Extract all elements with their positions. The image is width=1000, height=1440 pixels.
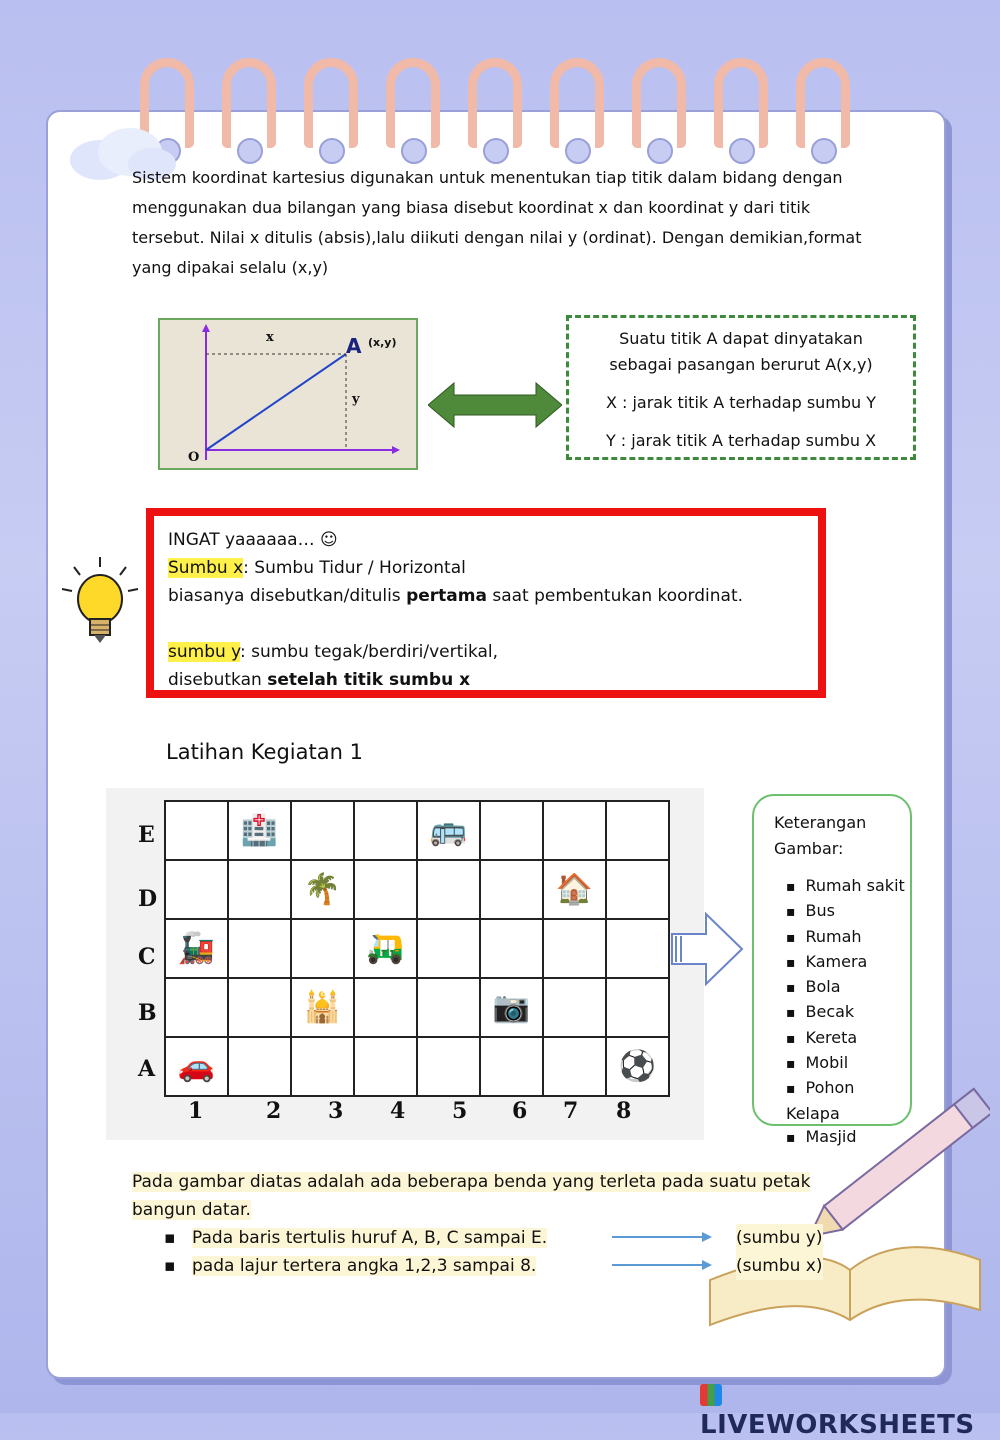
- explain-line: X : jarak titik A terhadap sumbu Y: [605, 393, 877, 412]
- bullet-tag: (sumbu x): [736, 1252, 823, 1280]
- row-label: E: [138, 822, 155, 848]
- bullet-text: Pada baris tertulis huruf A, B, C sampai E.: [192, 1228, 548, 1248]
- intro-line: menggunakan dua bilangan yang biasa disebut koordinat x dan koordinat y dari titik: [132, 198, 811, 217]
- y-note-bold: setelah titik sumbu x: [267, 670, 471, 690]
- train-icon: 🚂: [165, 919, 228, 978]
- liveworksheets-logo: [700, 1380, 1000, 1440]
- legend-item: ▪ Mobil: [786, 1051, 910, 1076]
- mosque-icon: 🕌: [291, 978, 354, 1037]
- graph-x-label: x: [266, 330, 274, 345]
- palm-tree-icon: 🌴: [291, 860, 354, 919]
- legend-item: ▪ Pohon Kelapa: [786, 1076, 910, 1125]
- col-label: 3: [328, 1098, 344, 1124]
- ball-icon: ⚽: [606, 1037, 669, 1096]
- intro-line: yang dipakai selalu (x,y): [132, 258, 329, 277]
- legend-title: Keterangan: [774, 813, 867, 832]
- col-label: 4: [390, 1098, 406, 1124]
- reminder-x-line: [168, 554, 804, 582]
- summary-line-text: bangun datar.: [132, 1200, 251, 1220]
- car-icon: 🚗: [165, 1037, 228, 1096]
- y-axis-desc: : sumbu tegak/berdiri/vertikal,: [239, 642, 499, 662]
- x-note-bold: pertama: [406, 586, 487, 606]
- intro-paragraph: [132, 163, 922, 283]
- house-icon: 🏠: [543, 860, 606, 919]
- legend-item: ▪ Kamera: [786, 950, 910, 975]
- col-label: 8: [616, 1098, 632, 1124]
- x-axis-desc: : Sumbu Tidur / Horizontal: [243, 558, 466, 578]
- y-note-text: disebutkan: [168, 670, 268, 690]
- x-note-text-end: saat pembentukan koordinat.: [486, 586, 744, 606]
- legend-title: Gambar:: [774, 839, 844, 858]
- reminder-y-line: [168, 638, 804, 666]
- col-label: 6: [512, 1098, 528, 1124]
- intro-line: tersebut. Nilai x ditulis (absis),lalu diikuti dengan nilai y (ordinat). Dengan demikian,format: [132, 228, 862, 247]
- reminder-x-note: [168, 582, 804, 610]
- summary-line: [132, 1168, 862, 1196]
- explain-line: sebagai pasangan berurut A(x,y): [609, 355, 873, 374]
- camera-icon: 📷: [480, 978, 543, 1037]
- logo-mark-icon: [700, 1384, 722, 1406]
- legend-item: ▪ Bus: [786, 899, 910, 924]
- summary-line: [132, 1196, 862, 1224]
- coordinate-grid: [164, 800, 670, 1097]
- explanation-box: [566, 315, 916, 460]
- legend-item: ▪ Bola: [786, 975, 910, 1000]
- x-axis-term: Sumbu x: [168, 558, 244, 578]
- legend-item: ▪ Masjid: [786, 1125, 910, 1150]
- y-axis-term: sumbu y: [168, 642, 240, 662]
- col-label: 1: [188, 1098, 204, 1124]
- summary-section: [132, 1168, 862, 1280]
- right-arrow-icon: [670, 912, 744, 986]
- graph-y-label: y: [352, 392, 360, 407]
- cartesian-graph: [158, 318, 418, 470]
- intro-line: Sistem koordinat kartesius digunakan untuk menentukan tiap titik dalam bidang dengan: [132, 168, 843, 187]
- reminder-y-note: [168, 666, 804, 694]
- reminder-box: [146, 508, 826, 698]
- col-label: 5: [452, 1098, 468, 1124]
- exercise-title: Latihan Kegiatan 1: [166, 740, 363, 764]
- bullet-tag: (sumbu y): [736, 1224, 823, 1252]
- legend-item: ▪ Rumah: [786, 925, 910, 950]
- legend-item: ▪ Rumah sakit: [786, 874, 910, 899]
- reminder-title: INGAT yaaaaaa… ☺: [168, 530, 338, 550]
- double-arrow-icon: [428, 380, 562, 430]
- graph-origin-label: O: [188, 450, 200, 465]
- row-label: D: [138, 886, 158, 912]
- explain-line: Suatu titik A dapat dinyatakan: [619, 329, 863, 348]
- graph-point-label: A: [346, 334, 362, 358]
- bus-icon: 🚌: [417, 801, 480, 860]
- row-label: B: [138, 1000, 157, 1026]
- summary-line-text: Pada gambar diatas adalah ada beberapa benda yang terleta pada suatu petak: [132, 1172, 811, 1192]
- summary-bullet: [132, 1252, 862, 1280]
- lightbulb-icon: [60, 555, 140, 647]
- arrow-icon: [612, 1230, 712, 1244]
- arrow-icon: [612, 1258, 712, 1272]
- row-label: A: [138, 1056, 156, 1082]
- legend-item: ▪ Kereta: [786, 1026, 910, 1051]
- col-label: 2: [266, 1098, 282, 1124]
- pedicab-icon: 🛺: [354, 919, 417, 978]
- summary-bullet: [132, 1224, 862, 1252]
- col-label: 7: [563, 1098, 579, 1124]
- hospital-icon: 🏥: [228, 801, 291, 860]
- x-note-text: biasanya disebutkan/ditulis: [168, 586, 407, 606]
- bullet-text: pada lajur tertera angka 1,2,3 sampai 8.: [192, 1256, 537, 1276]
- row-label: C: [138, 944, 156, 970]
- legend-item: ▪ Becak: [786, 1000, 910, 1025]
- bullet-marker: ▪: [164, 1256, 176, 1276]
- graph-point-coord: (x,y): [368, 336, 397, 349]
- brand-text: LIVEWORKSHEETS: [700, 1410, 975, 1440]
- explain-line: Y : jarak titik A terhadap sumbu X: [605, 431, 877, 450]
- bullet-marker: ▪: [164, 1228, 176, 1248]
